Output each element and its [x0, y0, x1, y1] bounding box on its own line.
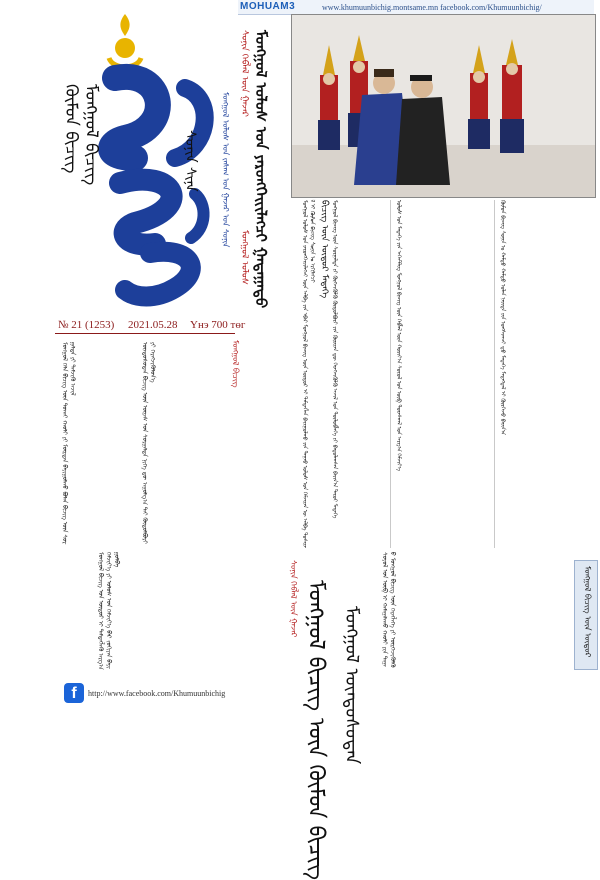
lower-red-caption: ᠰᠣᠨᠢᠨ ᠬᠡᠪᠯᠡᠯ ᠦᠨ ᠭᠠᠵᠠᠷ	[289, 560, 298, 638]
issue-number: № 21 (1253)	[58, 319, 115, 331]
site-links[interactable]: www.khumuunbichig.montsame.mn facebook.com/Khumuunbichig/	[322, 3, 542, 12]
main-headline: ᠮᠣᠩᠭᠣᠯ ᠤᠯᠤᠰ ᠤᠨ ᠶᠡᠷᠦᠩᠬᠡᠢᠢᠯᠡᠭᠴᠢ ᠭᠠᠳᠠᠭᠠᠳᠤ	[252, 30, 270, 309]
caption-red-2: ᠮᠣᠩᠭᠣᠯ ᠤᠯᠤᠰ	[239, 230, 249, 285]
slogan-column-3: ᠰᠣᠨᠢᠨ ᠰᠢᠨᠡ	[182, 130, 198, 192]
article-column-f: ᠦᠨᠳᠦᠰᠦᠲᠡᠨ ᠪᠢᠴᠢᠭ ᠦᠨ ᠦᠶᠡᠰ ᠤᠨ ᠰᠤᠷᠭᠠᠯᠲᠠ ᠨᠢᠭᠡ ᠳᠦ ᠠᠭᠤᠯᠭ᠎ᠠ ᠲᠠᠢ ᠬᠥᠲᠦᠯᠪᠦᠷᠢ ᠶᠢ ᠬᠡᠷᠡᠭᠵᠢᠭᠦᠯᠦᠨ᠎ᠡ	[141, 342, 156, 544]
article-column-d: ᠬᠦᠮᠦᠨ ᠪᠢᠴᠢᠭ ᠰᠣᠨᠢᠨ ᠤ ᠬᠠᠮᠲᠤ ᠬᠠᠮᠲᠤ ᠣᠯᠠᠨ ᠨᠡᠶᠢᠲᠡ ᠶᠢᠨ ᠤᠩᠰᠢᠭᠴᠢ ᠳ᠋ᠤ ᠮᠡᠳᠡᠭᠡ ᠮᠡᠳᠡᠭᠳᠡᠯ ᠢ ᠬᠦᠷᠭᠡᠵᠦ ᠪᠠᠶᠢᠨ᠎ᠠ	[499, 200, 506, 435]
article-column-h: ᠰᠣᠶᠣᠯ ᠤᠨ ᠥᠪ ᠢ ᠬᠠᠮᠠᠭᠠᠯᠠᠬᠤ ᠬᠠᠤᠯᠢ ᠶᠢᠨ ᠳᠠᠭᠠᠤ ᠮᠣᠩᠭᠣᠯ ᠪᠢᠴᠢᠭ ᠦᠨ ᠬᠡᠷᠡᠭᠯᠡᠭᠡ ᠶᠢ ᠥᠷᠭᠡᠵᠢᠭᠦᠯᠬᠦ	[381, 552, 396, 668]
article-column-b: ᠮᠣᠩᠭᠣᠯ ᠪᠢᠴᠢᠭ ᠦᠨ ᠰᠤᠷᠭᠠᠯᠲᠠ ᠶᠢ ᠬᠥᠭᠵᠢᠭᠦᠯᠬᠦ ᠬᠥᠲᠦᠯᠪᠦᠷᠢ ᠶᠢᠨ ᠬᠦᠷᠢᠶᠡᠨ ᠳᠦ ᠬᠡᠷᠡᠭᠵᠢᠭᠦᠯᠬᠦ ᠠᠵᠢᠯ ᠤᠨ ᠲᠥᠯᠥᠪᠯᠡᠭᠡ ᠶᠢ ᠪᠠᠲᠤᠯᠠᠭᠰᠠᠨ ᠪᠠᠶᠢᠨ᠎ᠠ ᠳᠠᠷᠤᠢ ᠮᠡᠳᠡᠭᠡ	[331, 200, 338, 519]
column-divider	[390, 200, 391, 548]
section-label-red: ᠮᠣᠩᠭᠣᠯ ᠪᠢᠴᠢᠭ	[231, 340, 240, 388]
caption-red: ᠰᠣᠨᠢᠨ ᠬᠡᠪᠯᠡᠯ ᠦᠨ ᠭᠠᠵᠠᠷ	[239, 30, 249, 117]
article-title: ᠪᠢᠴᠢᠭ ᠦᠨ ᠥᠳᠥᠷ ᠮᠡᠳᠡᠭᠡ	[319, 200, 329, 299]
article-column-c: ᠤᠯᠤᠰ ᠤᠨ ᠮᠡᠳᠡᠭᠡ ᠶᠢᠨ ᠠᠭᠡᠨᠲᠯᠢᠭ ᠮᠣᠩᠭᠣᠯ ᠪᠢᠴᠢᠭ ᠦᠨ ᠬᠡᠪᠯᠡᠯ ᠦᠨ ᠬᠣᠷᠢᠶ᠎ᠠ ᠰᠣᠶᠣᠯ ᠤᠨ ᠥᠪ ᠳᠤᠷᠠᠰᠬᠠᠯ ᠤᠨ ᠠᠷᠭ᠎ᠠ ᠬᠡᠮᠵᠢᠶ᠎ᠡ	[395, 200, 402, 472]
column-divider	[494, 200, 495, 548]
issue-divider	[55, 333, 235, 334]
ceremony-scene-icon	[292, 15, 595, 197]
slogan-column-1: ᠬᠦᠮᠦᠨ ᠪᠢᠴᠢᠭ	[61, 84, 81, 174]
brand-name[interactable]: MOHUAM3	[240, 1, 296, 12]
facebook-icon[interactable]: f	[64, 683, 84, 703]
slogan-column-4: ᠮᠣᠩᠭᠣᠯ ᠤᠯᠤᠰ ᠤᠨ ᠵᠠᠰᠠᠭ ᠤᠨ ᠭᠠᠵᠠᠷ ᠤᠨ ᠰᠣᠨᠢᠨ	[221, 92, 230, 248]
note-box-text: ᠮᠣᠩᠭᠣᠯ ᠪᠢᠴᠢᠭ ᠦᠨ ᠥᠳᠥᠷ	[583, 566, 592, 658]
facebook-link[interactable]: http://www.facebook.com/Khumuunbichig	[88, 689, 226, 698]
issue-date: 2021.05.28	[128, 319, 178, 331]
logo-flame-icon	[109, 14, 141, 67]
award-ceremony-photo	[291, 14, 596, 198]
article-column-e: ᠮᠣᠩᠭᠣᠯ ᠬᠡᠯᠡ ᠪᠢᠴᠢᠭ ᠦᠨ ᠲᠤᠬᠠᠢ ᠬᠠᠤᠯᠢ ᠶᠢ ᠮᠥᠷᠳᠡᠨ ᠪᠠᠶᠢᠭᠤᠯᠬᠤ ᠪᠣᠯᠠᠨ ᠪᠢᠴᠢᠭ ᠦᠨ ᠰᠤᠷᠭᠠᠯᠲᠠ ᠶᠢ ᠳᠡᠮᠵᠢᠬᠦ ᠠᠵᠢᠯ	[61, 342, 76, 545]
slogan-column-2: ᠮᠣᠩᠭᠣᠯ ᠪᠢᠴᠢᠭ	[81, 84, 101, 186]
lower-subheadline: ᠮᠣᠩᠭᠣᠯ ᠦᠨᠳᠦᠰᠦᠲᠡᠨ	[341, 606, 362, 765]
article-column-g: ᠮᠣᠩᠭᠣᠯ ᠪᠢᠴᠢᠭ ᠤᠨ ᠥᠳᠥᠷ ᠢ ᠲᠡᠮᠳᠡᠭᠯᠡᠬᠦ ᠠᠷᠭ᠎ᠠ ᠬᠡᠮᠵᠢᠶ᠎ᠡ ᠶᠢ ᠤᠯᠤᠰ ᠤᠨ ᠬᠡᠮᠵᠢᠶ᠎ᠡ ᠪᠡᠷ ᠵᠣᠬᠢᠶᠠᠨ ᠪᠠᠶᠢᠭᠤᠯᠪᠠ	[97, 552, 120, 670]
issue-price: Үнэ 700 төг	[190, 319, 246, 331]
soyombo-logo-icon	[95, 8, 225, 308]
article-column-a: ᠮᠣᠩᠭᠣᠯ ᠤᠯᠤᠰ ᠤᠨ ᠶᠡᠷᠦᠩᠬᠡᠢᠢᠯᠡᠭᠴᠢ ᠦᠨ ᠠᠯᠪᠠ ᠶᠢᠨ ᠡᠪᠡᠷ ᠮᠣᠩᠭᠣᠯ ᠪᠢᠴᠢᠭ ᠦᠨ ᠥᠳᠥᠷ ᠢ ᠲᠡᠮᠳᠡᠭᠯᠡᠨ ᠪᠠᠶᠢᠭᠤᠯᠬᠤ ᠶᠢᠨ ᠳᠠᠭᠠᠤ ᠤᠯᠤᠰ ᠤᠨ ᠬᠡᠮᠵᠢᠶᠡᠨ ᠦ ᠠᠯᠪᠠ ᠲᠤᠰᠢᠶᠠᠯ ᠢ ᠬᠦᠮᠦᠨ ᠪᠢᠴᠢᠭ ᠰᠣᠨᠢᠨ ᠤ ᠡᠷᠬᠢᠯᠡᠭᠴᠢ	[301, 200, 315, 548]
lower-headline: ᠮᠣᠩᠭᠣᠯ ᠪᠢᠴᠢᠭ ᠦᠨ ᠬᠦᠮᠦᠨ ᠪᠢᠴᠢᠭ	[303, 580, 328, 880]
